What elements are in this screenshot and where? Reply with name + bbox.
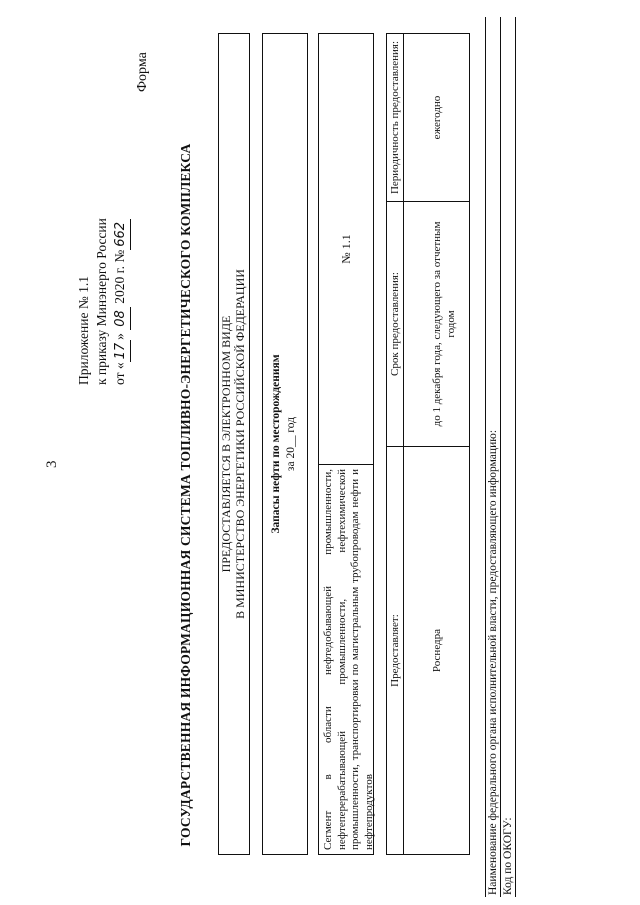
main-title: ГОСУДАРСТВЕННАЯ ИНФОРМАЦИОННАЯ СИСТЕМА ТОПЛИВНО-ЭНЕРГЕТИЧЕСКОГО КОМПЛЕКСА — [178, 143, 193, 847]
page-number: 3 — [44, 460, 60, 468]
provider-header: Предоставляет: — [387, 447, 404, 854]
report-title: Запасы нефти по месторождениям — [270, 354, 282, 534]
appendix-header — [75, 135, 131, 385]
deadline-column — [387, 201, 469, 446]
footer-fields — [485, 17, 516, 897]
okogu-label: Код по ОКОГУ: — [501, 17, 516, 897]
report-period: за 20__ год — [285, 416, 297, 472]
submission-box — [218, 33, 250, 855]
appendix-date-line — [111, 135, 131, 385]
form-number: № 1.1 — [339, 234, 353, 264]
date-mid: » — [112, 329, 127, 340]
submission-line-2: В МИНИСТЕРСТВО ЭНЕРГЕТИКИ РОССИЙСКОЙ ФЕДЕРАЦИИ — [233, 269, 247, 619]
segment-description: Сегмент в области нефтедобывающей промышленности, нефтеперерабатывающей промышленности, нефтехимической промышленности, транспортировки по магистральным трубопроводам нефти и нефтепродуктов — [319, 464, 373, 854]
submission-line-1: ПРЕДОСТАВЛЯЕТСЯ В ЭЛЕКТРОННОМ ВИДЕ — [219, 315, 233, 573]
org-name-label: Наименование федерального органа исполнительной власти, предоставляющего информацию: — [486, 17, 501, 897]
deadline-value: до 1 декабря года, следующего за отчетным годом — [431, 221, 457, 427]
deadline-header: Срок предоставления: — [387, 202, 404, 446]
year-text: 2020 г. № — [112, 249, 127, 308]
frequency-value: ежегодно — [431, 95, 443, 140]
frequency-header: Периодичность предоставления: — [387, 34, 404, 201]
handwritten-month: 08 — [112, 307, 131, 330]
provider-value: Роснедра — [431, 628, 443, 673]
form-label: Форма — [135, 52, 150, 92]
appendix-line: Приложение № 1.1 — [76, 276, 91, 385]
handwritten-order-number: 662 — [112, 219, 131, 250]
provider-column — [387, 446, 469, 854]
date-prefix: от « — [112, 362, 127, 385]
submission-table — [386, 33, 470, 855]
appendix-order-line: к приказу Минэнерго России — [94, 218, 109, 385]
frequency-column — [387, 34, 469, 201]
report-title-box — [262, 33, 308, 855]
handwritten-day: 17 — [112, 340, 131, 363]
segment-box — [318, 33, 374, 855]
